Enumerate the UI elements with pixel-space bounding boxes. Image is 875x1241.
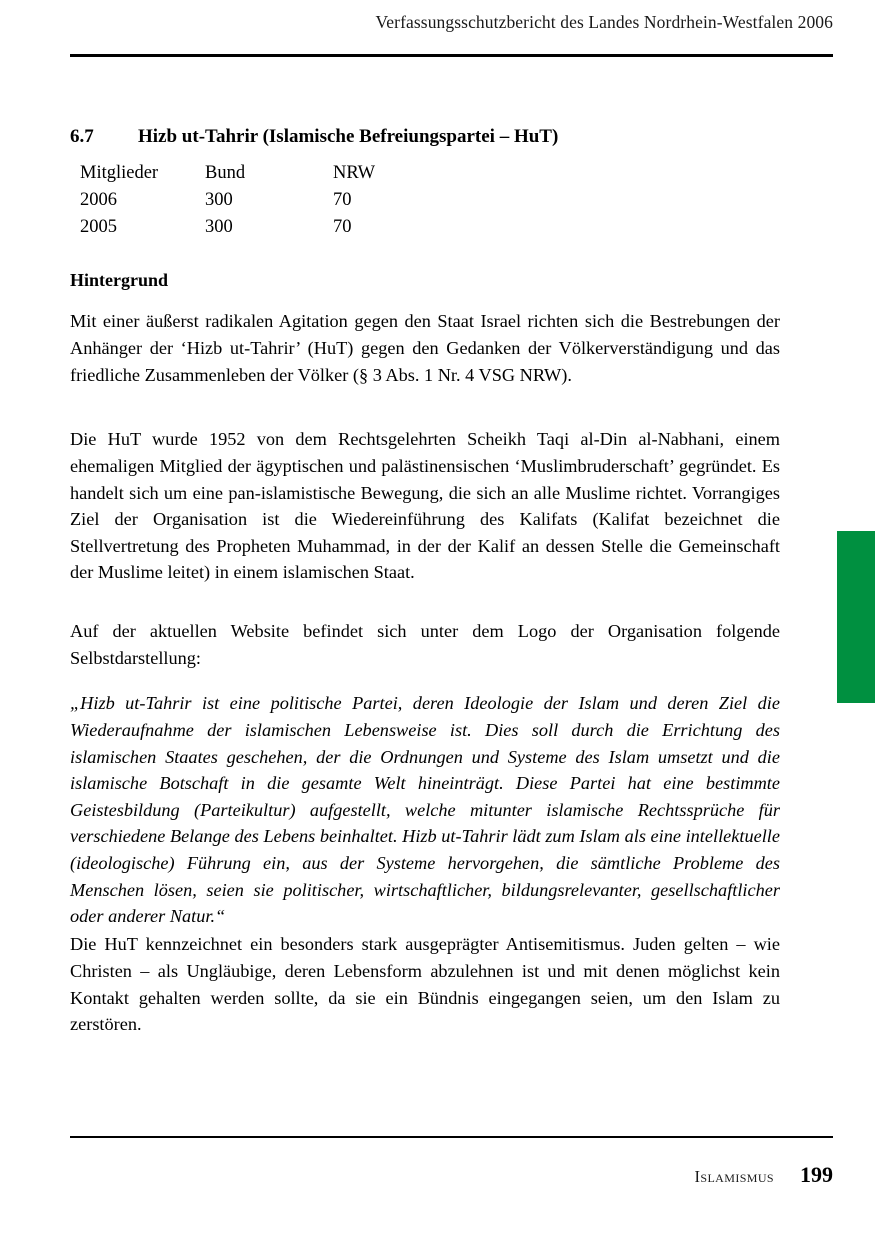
table-cell-nrw: 70: [333, 216, 352, 237]
paragraph-antisemitism: Die HuT kennzeichnet ein besonders stark ausgeprägter Antisemitismus. Juden gelten – wie Christen – als Ungläubige, deren Lebensform abzulehnen ist und mit denen möglichst kein Kontakt gehalten werden sollte, da sie ein Bündnis eingegangen seien, um den Islam zu zerstören.: [70, 934, 780, 1035]
paragraph-history: Die HuT wurde 1952 von dem Rechtsgelehrten Scheikh Taqi al-Din al-Nabhani, einem ehemaligen Mitglied der ägyptischen und palästinensischen ‘Muslimbruderschaft’ gegründet. Es handelt sich um eine pan-islamistische Bewegung, die sich an alle Muslime richtet. Vorrangiges Ziel der Organisation ist die Wiedereinführung des Kalifats (Kalifat bezeichnet die Stellvertretung des Propheten Muhammad, in der der Kalif an dessen Stelle die Gemeinschaft der Muslime leitet) in einem islamischen Staat.: [70, 429, 780, 583]
paragraph-agitation: Mit einer äußerst radikalen Agitation gegen den Staat Israel richten sich die Bestrebungen der Anhänger der ‘Hizb ut-Tahrir’ (HuT) gegen den Gedanken der Völkerverständigung und das friedliche Zusammenleben der Völker (§ 3 Abs. 1 Nr. 4 VSG NRW).: [70, 311, 780, 385]
chapter-thumb-tab: [837, 531, 875, 703]
header-rule: [70, 54, 833, 57]
page-title: [70, 125, 833, 149]
table-cell-nrw: 70: [333, 189, 352, 210]
table-cell-year: 2005: [80, 216, 117, 237]
subsection-heading-hintergrund: Hintergrund: [70, 269, 169, 290]
running-head: Verfassungsschutzbericht des Landes Nordrhein-Westfalen 2006: [375, 12, 833, 32]
section-title: Hizb ut-Tahrir (Islamische Befreiungspartei – HuT): [138, 125, 559, 147]
table-header-cell: Bund: [205, 163, 246, 183]
footer-page-number: 199: [800, 1162, 833, 1187]
table-header-cell: Mitglieder: [80, 163, 159, 183]
membership-table: [80, 160, 453, 240]
table-row: [80, 214, 453, 241]
table-cell-year: 2006: [80, 189, 117, 210]
paragraph-website-intro: Auf der aktuellen Website befindet sich unter dem Logo der Organisation folgende Selbstdarstellung:: [70, 621, 780, 668]
footer-chapter-name: Islamismus: [694, 1167, 774, 1186]
blockquote-selbstdarstellung: „Hizb ut-Tahrir ist eine politische Partei, deren Ideologie der Islam und deren Ziel die Wiederaufnahme der islamischen Lebensweise ist. Dies soll durch die Errichtung des islamischen Staates geschehen, der die Ordnungen und Systeme des Islam umsetzt und die islamische Botschaft in die gesamte Welt hineinträgt. Diese Partei hat eine bestimmte Geistesbildung (Parteikultur) aufgestellt, welche mitunter islamische Rechtssprüche für verschiedene Belange des Lebens beinhaltet. Hizb ut-Tahrir lädt zum Islam als eine intellektuelle (ideologische) Führung ein, aus der Systeme hervorgehen, die sämtliche Probleme des Menschen lösen, seien sie politischer, wirtschaftlicher, bildungsrelevanter, gesellschaftlicher oder anderer Natur.“: [70, 693, 780, 927]
table-cell-bund: 300: [205, 189, 233, 210]
section-number: 6.7: [70, 125, 94, 147]
page-footer: [70, 1162, 833, 1188]
table-row: [80, 187, 453, 214]
footer-rule: [70, 1136, 833, 1138]
table-header-cell: NRW: [333, 163, 376, 183]
table-header-row: [80, 160, 453, 187]
table-cell-bund: 300: [205, 216, 233, 237]
